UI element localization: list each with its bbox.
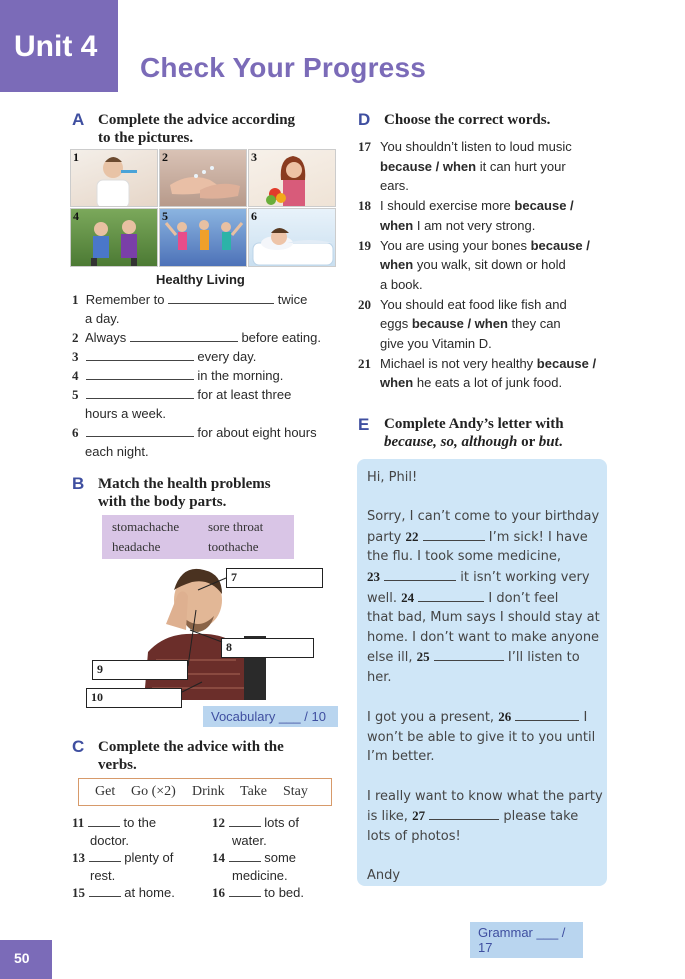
section-c-col1: [72, 814, 212, 902]
choice-words[interactable]: because / when: [411, 316, 508, 332]
list-item: 17 You shouldn’t listen to loud music: [358, 139, 572, 154]
list-item-cont: a book.: [380, 276, 423, 292]
answer-blank[interactable]: [418, 590, 484, 602]
answer-blank[interactable]: [429, 808, 499, 820]
choice-words[interactable]: when: [380, 257, 414, 273]
list-item: 1 Remember to twice: [72, 292, 308, 307]
list-item-cont: hours a week.: [85, 406, 166, 421]
letter-line: Sorry, I can’t come to your birthday: [367, 509, 600, 525]
list-item-cont: rest.: [90, 867, 116, 883]
list-item-cont: when you walk, sit down or hold: [380, 257, 566, 273]
word-box: [102, 515, 294, 559]
photo-sleeping: [248, 208, 336, 267]
section-c-col2: [212, 814, 342, 902]
verb-box: [78, 778, 332, 806]
list-item-cont: eggs because / when they can: [380, 316, 561, 332]
list-item: 5 for at least three: [72, 387, 292, 402]
section-c-title-line1: Complete the advice with the: [98, 739, 284, 755]
verb-item: Get: [95, 784, 116, 799]
verb-item: Stay: [283, 784, 308, 799]
photo-brushing-teeth: [70, 149, 158, 207]
letter-body: [367, 468, 603, 885]
section-b-title-line1: Match the health problems: [98, 476, 271, 492]
list-item: 18 I should exercise more because /: [358, 198, 574, 214]
list-item-cont: when he eats a lot of junk food.: [380, 375, 563, 391]
letter-greeting: Hi, Phil!: [367, 470, 418, 485]
list-item: 4 in the morning.: [72, 368, 284, 383]
verb-item: Drink: [192, 784, 225, 799]
photo-number: 1: [73, 150, 79, 164]
answer-blank[interactable]: [168, 292, 274, 304]
letter-signoff: Andy: [367, 867, 401, 883]
list-item: 11 to the: [72, 815, 157, 830]
answer-blank[interactable]: [130, 330, 238, 342]
list-item: 20 You should eat food like fish and: [358, 296, 567, 312]
section-c-title-line2: verbs.: [98, 757, 137, 773]
answer-blank[interactable]: [515, 709, 579, 721]
answer-blank[interactable]: [423, 529, 485, 541]
list-item: 15 at home.: [72, 885, 175, 900]
unit-label: Unit 4: [0, 0, 118, 92]
letter-line: I really want to know what the party: [367, 788, 603, 804]
pointer-arrows: [150, 570, 250, 700]
section-b-letter: B: [72, 474, 85, 493]
letter-line: I got you a present, 26 I: [367, 709, 588, 726]
answer-blank[interactable]: [229, 885, 261, 897]
letter-line: home. I don’t want to make anyone: [367, 629, 600, 645]
choice-words[interactable]: because /: [530, 237, 590, 253]
list-item-cont: doctor.: [90, 832, 130, 848]
answer-blank[interactable]: [384, 569, 456, 581]
list-item: 21 Michael is not very healthy because /: [358, 355, 597, 371]
section-a-letter: A: [72, 110, 85, 129]
list-item-cont: medicine.: [232, 867, 288, 883]
letter-line: party 22 I’m sick! I have: [367, 528, 588, 545]
label-box-8[interactable]: 8: [221, 638, 314, 658]
letter-line: her.: [367, 669, 392, 685]
section-d-items: [358, 137, 628, 393]
photo-eating-fruit: [248, 149, 336, 207]
letter-line: 23 it isn’t working very: [367, 568, 590, 585]
answer-blank[interactable]: [89, 885, 121, 897]
section-a-title-line1: Complete the advice according: [98, 112, 296, 128]
answer-blank[interactable]: [89, 850, 121, 862]
letter-line: else ill, 25 I’ll listen to: [367, 649, 580, 666]
photo-walking-to-school: [70, 208, 158, 267]
photo-number: 3: [251, 150, 257, 164]
label-box-9[interactable]: 9: [92, 660, 188, 680]
answer-blank[interactable]: [88, 815, 120, 827]
answer-blank[interactable]: [434, 649, 504, 661]
vocabulary-score: Vocabulary ___ / 10: [203, 706, 338, 727]
photo-washing-hands: [159, 149, 247, 207]
word-item: stomachache: [112, 519, 180, 534]
verb-item: Go (×2): [131, 784, 176, 799]
page-number: 50: [0, 940, 52, 979]
photo-number: 4: [73, 209, 79, 223]
list-item: 3 every day.: [72, 349, 257, 364]
word-item: headache: [112, 539, 161, 554]
section-e-title-line1: Complete Andy’s letter with: [384, 416, 564, 432]
label-box-7[interactable]: 7: [226, 568, 323, 588]
list-item: 6 for about eight hours: [72, 425, 317, 440]
label-box-10[interactable]: 10: [86, 688, 182, 708]
list-item-cont: because / when it can hurt your: [380, 158, 566, 174]
answer-blank[interactable]: [229, 815, 261, 827]
letter-line: that bad, Mum says I should stay at: [367, 610, 600, 626]
answer-blank[interactable]: [229, 850, 261, 862]
choice-words[interactable]: because /: [514, 198, 574, 214]
list-item: 19 You are using your bones because /: [358, 237, 590, 253]
letter-line: the flu. I took some medicine,: [367, 549, 561, 565]
photo-number: 6: [251, 209, 257, 223]
photo-exercise-class: [159, 208, 247, 267]
photo-grid: [70, 149, 336, 267]
answer-blank[interactable]: [86, 349, 194, 361]
list-item-cont: ears.: [380, 178, 409, 194]
verb-item: Take: [240, 784, 268, 799]
list-item: 2 Always before eating.: [72, 330, 321, 345]
list-item-cont: each night.: [85, 444, 149, 459]
section-e-title-line2: because, so, although or but.: [384, 434, 563, 450]
letter-panel: [357, 459, 607, 886]
choice-words[interactable]: because /: [536, 355, 597, 371]
word-item: sore throat: [208, 519, 264, 534]
choice-words[interactable]: when: [380, 217, 414, 233]
section-d-title: Choose the correct words.: [384, 112, 551, 128]
choice-words[interactable]: when: [380, 375, 414, 391]
letter-line: won’t be able to give it to you until: [367, 729, 596, 745]
list-item: 12 lots of: [212, 815, 299, 830]
photo-number: 5: [162, 209, 168, 223]
section-b-title-line2: with the body parts.: [98, 494, 227, 510]
choice-words[interactable]: because / when: [380, 158, 477, 174]
letter-line: lots of photos!: [367, 828, 461, 844]
answer-blank[interactable]: [86, 425, 194, 437]
list-item: 13 plenty of: [72, 850, 174, 865]
photo-number: 2: [162, 150, 168, 164]
list-item: 16 to bed.: [212, 885, 305, 900]
list-item-cont: when I am not very strong.: [380, 217, 536, 233]
letter-line: well. 24 I don’t feel: [367, 589, 559, 606]
list-item: 14 some: [212, 850, 297, 865]
letter-line: I’m better.: [367, 749, 435, 765]
answer-blank[interactable]: [86, 387, 194, 399]
section-d-letter: D: [358, 110, 371, 129]
list-item-cont: give you Vitamin D.: [380, 336, 492, 352]
section-c-letter: C: [72, 737, 85, 756]
grammar-score: Grammar ___ / 17: [470, 922, 583, 958]
list-item-cont: a day.: [85, 311, 120, 326]
letter-line: is like, 27 please take: [367, 808, 579, 825]
word-item: toothache: [208, 539, 259, 554]
healthy-living-heading: Healthy Living: [156, 272, 245, 287]
list-item-cont: water.: [232, 832, 267, 848]
page-title: Check Your Progress: [140, 52, 426, 83]
section-a-title-line2: to the pictures.: [98, 130, 194, 146]
section-a-items: [72, 290, 342, 461]
section-e-letter: E: [358, 415, 370, 434]
answer-blank[interactable]: [86, 368, 194, 380]
